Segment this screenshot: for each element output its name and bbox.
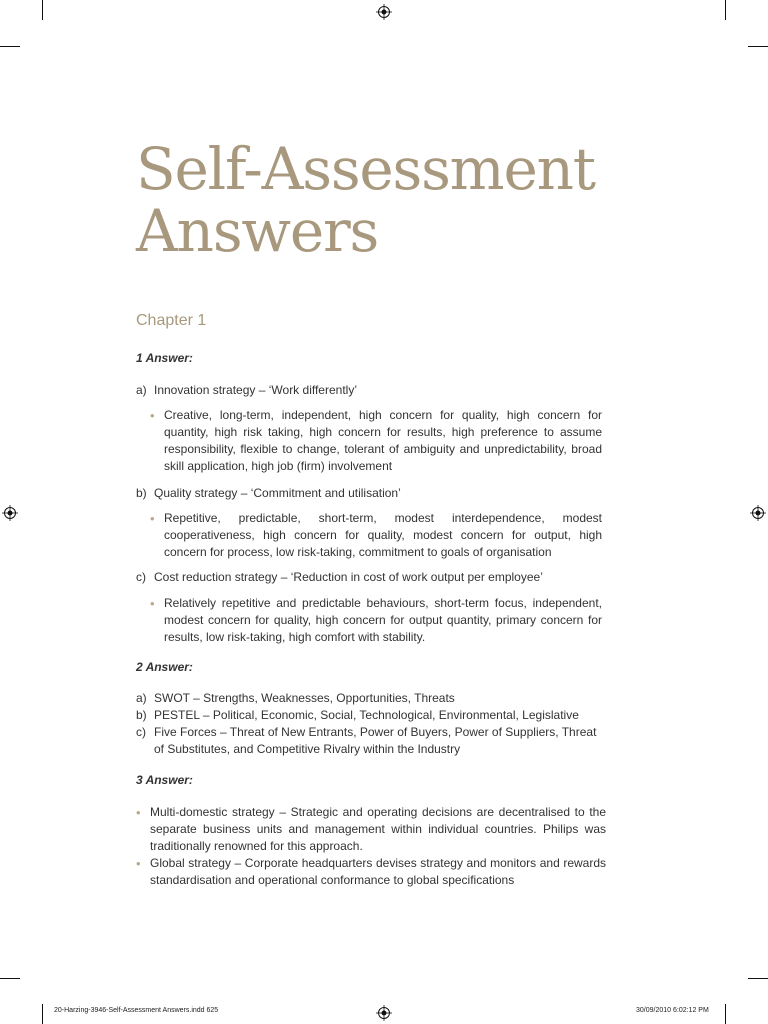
crop-mark-bottom-left-v: [42, 1004, 43, 1024]
registration-mark-bottom-icon: [376, 1005, 392, 1021]
bullet-dot-icon: •: [150, 408, 155, 423]
crop-mark-top-right-h: [748, 46, 768, 47]
q2-item-a-label: a): [136, 691, 147, 705]
crop-mark-top-left-v: [42, 0, 43, 20]
q3-heading-text: 3 Answer:: [136, 773, 193, 787]
crop-mark-bottom-right-h: [748, 978, 768, 979]
q1-item-b-bullet: [150, 510, 602, 561]
q1-item-a-bullet: [150, 407, 602, 475]
crop-mark-bottom-left-h: [0, 978, 20, 979]
q2-heading-text: 2 Answer:: [136, 660, 193, 674]
q1-item-b-bullet-text: Repetitive, predictable, short-term, modest interdependence, modest cooperativeness, high concern for quality, modest concern for output, high concern for process, low risk-taking, commitment to goals of organisation: [164, 511, 602, 559]
q2-item-c-text: Five Forces – Threat of New Entrants, Power of Buyers, Power of Suppliers, Threat of Substitutes, and Competitive Rivalry within the Industry: [154, 725, 597, 756]
bullet-dot-icon: •: [136, 805, 141, 820]
q1-item-b-label: b): [136, 486, 147, 500]
q1-item-a-label: a): [136, 383, 147, 397]
page-title-line-2: Answers: [136, 197, 379, 265]
q1-item-b-text: Quality strategy – ‘Commitment and utilisation’: [154, 486, 401, 500]
q2-item-b-text: PESTEL – Political, Economic, Social, Technological, Environmental, Legislative: [154, 708, 579, 722]
q3-bullet-2: [136, 855, 606, 889]
q2-item-b-label: b): [136, 708, 147, 722]
crop-mark-top-left-h: [0, 46, 20, 47]
chapter-heading: Chapter 1: [136, 312, 207, 329]
q1-heading-text: 1 Answer:: [136, 351, 193, 365]
footer-file-slug: 20-Harzing-3946-Self-Assessment Answers.indd 625: [54, 1007, 219, 1014]
bullet-dot-icon: •: [150, 511, 155, 526]
q3-bullet-1-text: Multi-domestic strategy – Strategic and operating decisions are decentralised to the separate business units and management within individual countries. Philips was traditionally renowned for this approach.: [150, 805, 606, 853]
q2-heading: [136, 659, 606, 676]
q2-item-b: [136, 707, 606, 724]
q1-item-a-bullet-text: Creative, long-term, independent, high concern for quality, high concern for quantity, high risk taking, high concern for results, high preference to assume responsibility, flexible to change, tolerant of ambiguity and unpredictability, broad skill application, high job (firm) involvement: [164, 408, 602, 473]
q3-bullet-1: [136, 804, 606, 855]
q1-heading: [136, 350, 606, 367]
q1-item-c-bullet: [150, 595, 602, 646]
q2-item-c: [136, 724, 606, 758]
bullet-dot-icon: •: [136, 856, 141, 871]
bullet-dot-icon: •: [150, 596, 155, 611]
q3-bullets: [136, 804, 606, 889]
page-title: [136, 135, 696, 265]
crop-mark-top-right-v: [725, 0, 726, 20]
footer-date-slug: 30/09/2010 6:02:12 PM: [636, 1007, 709, 1014]
registration-mark-right-icon: [750, 505, 766, 521]
q1-item-c-label: c): [136, 570, 146, 584]
page-title-line-1: Self-Assessment: [136, 135, 595, 203]
registration-mark-left-icon: [2, 505, 18, 521]
q1-item-c: [136, 569, 606, 586]
registration-mark-top-icon: [376, 4, 392, 20]
q2-item-c-label: c): [136, 725, 146, 739]
q3-bullet-2-text: Global strategy – Corporate headquarters devises strategy and monitors and rewards standardisation and operational conformance to global specifications: [150, 856, 606, 887]
q2-items: [136, 690, 606, 758]
q2-item-a: [136, 690, 606, 707]
q1-item-a: [136, 382, 606, 399]
q1-item-a-text: Innovation strategy – ‘Work differently’: [154, 383, 357, 397]
q1-item-b: [136, 485, 606, 502]
q1-item-c-text: Cost reduction strategy – ‘Reduction in cost of work output per employee’: [154, 570, 543, 584]
q3-heading: [136, 772, 606, 789]
q2-item-a-text: SWOT – Strengths, Weaknesses, Opportunities, Threats: [154, 691, 455, 705]
q1-item-c-bullet-text: Relatively repetitive and predictable behaviours, short-term focus, independent, modest concern for quality, high concern for output quantity, primary concern for results, low risk-taking, high comfort with stability.: [164, 596, 602, 644]
crop-mark-bottom-right-v: [725, 1004, 726, 1024]
